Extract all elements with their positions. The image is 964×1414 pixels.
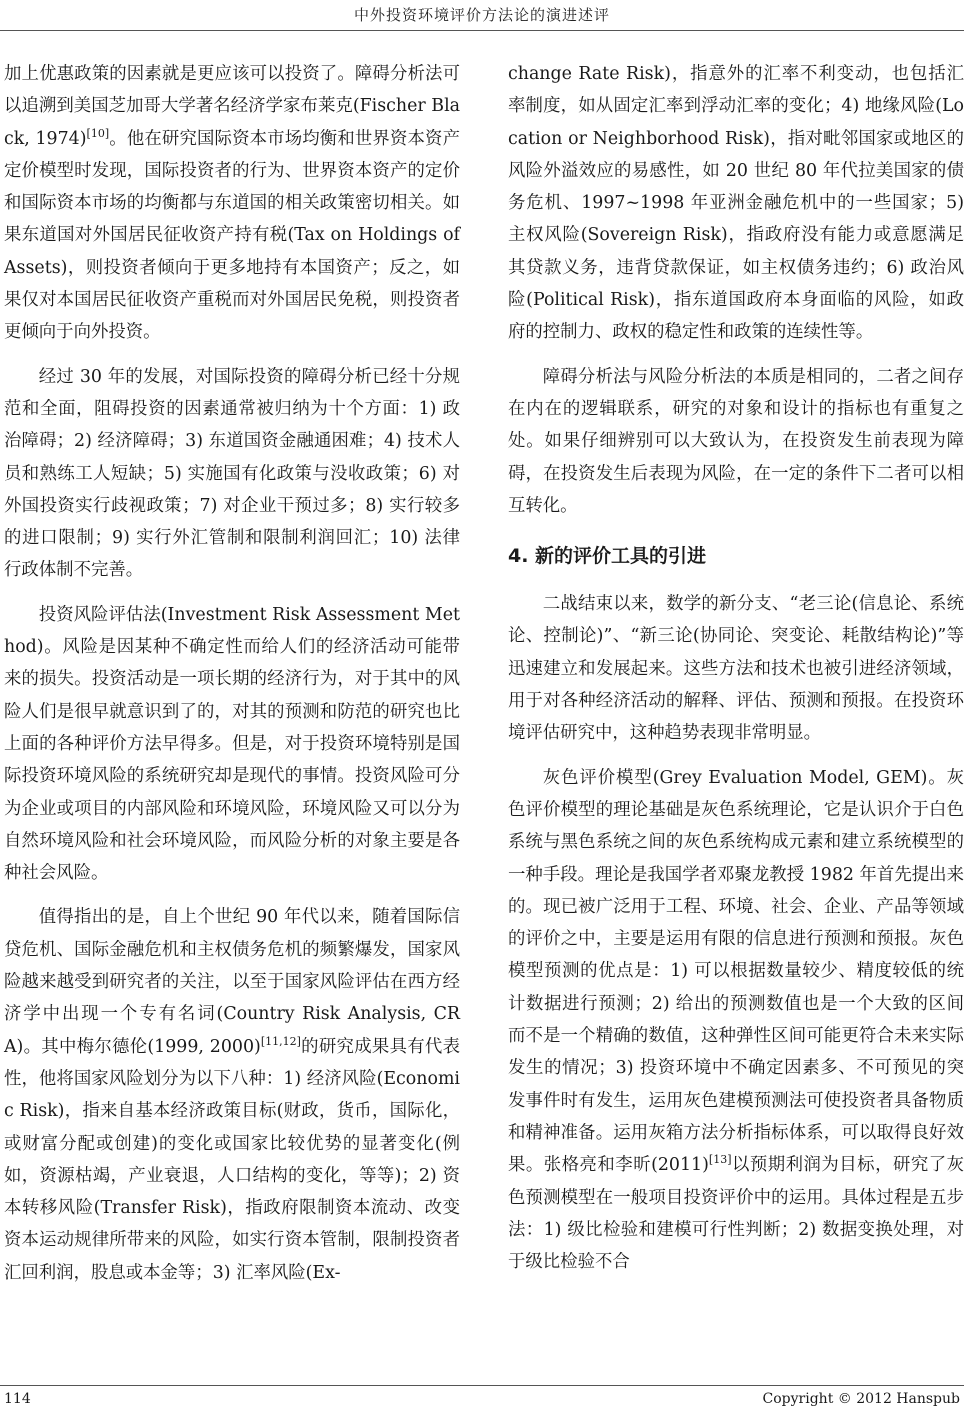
paragraph	[4, 58, 460, 349]
section-heading: 4. 新的评价工具的引进	[508, 545, 707, 568]
paragraph: 经过 30 年的发展，对国际投资的障碍分析已经十分规范和全面，阻碍投资的因素通常被归纳为十个方面：1) 政治障碍；2) 经济障碍；3) 东道国资金融通困难；4) 技术人员和熟练工人短缺；5) 实施国有化政策与没收政策；6) 对外国投资实行歧视政策；7) 对企业干预过多；8) 实行较多的进口限制；9) 实行外汇管制和限制利润回汇；10) 法律行政体制不完善。	[4, 366, 460, 581]
paragraph-text: 灰色评价模型(Grey Evaluation Model, GEM)。灰色评价模型的理论基础是灰色系统理论，它是认识介于白色系统与黑色系统之间的灰色系统构成元素和建立系统模型的一种手段。理论是我国学者邓聚龙教授 1982 年首先提出来的。现已被广泛用于工程、环境、社会、企业、产品等领域的评价之中，主要是运用有限的信息进行预测和预报。灰色模型预测的优点是：1) 可以根据数量较少、精度较低的统计数据进行预测；2) 给出的预测数值也是一个大致的区间而不是一个精确的数值，这种弹性区间可能更符合未来实际发生的情况；3) 投资环境中不确定因素多、不可预见的突发事件时有发生，运用灰色建模预测法可使投资者具备物质和精神准备。运用灰箱方法分析指标体系，可以取得良好效果。张格亮和李昕(2011)	[508, 767, 964, 1176]
paragraph-text: 的研究成果具有代表性，他将国家风险划分为以下八种：1) 经济风险(Economic Risk)，指来自基本经济政策目标(财政，货币，国际化，或财富分配或创建)的变化或国家比较优势的显著变化(例如，资源枯竭，产业衰退，人口结构的变化，等等)；2) 资本转移风险(Transfer Risk)，指政府限制资本流动、改变资本运动规律所带来的风险，如实行资本管制，限制投资者汇回利润，股息或本金等；3) 汇率风险(Ex-	[4, 1036, 460, 1283]
paragraph-text: 。他在研究国际资本市场均衡和世界资本资产定价模型时发现，国际投资者的行为、世界资本资产的定价和国际资本市场的均衡都与东道国的相关政策密切相关。如果东道国对外国居民征收资产持有税(Tax on Holdings of Assets)，则投资者倾向于更多地持有本国资产；反之，如果仅对本国居民征收资产重税而对外国居民免税，则投资者更倾向于向外投资。	[4, 128, 460, 343]
header-divider	[0, 30, 964, 31]
citation-ref: [13]	[708, 1153, 732, 1167]
paragraph	[508, 762, 964, 1279]
right-column	[508, 58, 964, 1278]
citation-ref: [10]	[86, 126, 110, 140]
paragraph	[4, 901, 460, 1289]
paragraph-text: 加上优惠政策的因素就是更应该可以投资了。障碍分析法可以追溯到美国芝加哥大学著名经济学家布莱克(Fischer Black, 1974)	[4, 64, 460, 149]
paragraph: change Rate Risk)，指意外的汇率不利变动，也包括汇率制度，如从固定汇率到浮动汇率的变化；4) 地缘风险(Location or Neighborhood Risk)，指对毗邻国家或地区的风险外溢效应的易感性，如 20 世纪 80 年代拉美国家的债务危机、1997~1998 年亚洲金融危机中的一些国家；5) 主权风险(Sovereign Risk)，指政府没有能力或意愿满足其贷款义务，违背贷款保证，如主权债务违约；6) 政治风险(Political Risk)，指东道国政府本身面临的风险，如政府的控制力、政权的稳定性和政策的连续性等。	[508, 64, 964, 343]
paragraph: 二战结束以来，数学的新分支、“老三论(信息论、系统论、控制论)”、“新三论(协同论、突变论、耗散结构论)”等迅速建立和发展起来。这些方法和技术也被引进经济领域，用于对各种经济活动的解释、评估、预测和预报。在投资环境评估研究中，这种趋势表现非常明显。	[508, 594, 964, 744]
page-number: 114	[4, 1391, 31, 1407]
left-column	[4, 58, 460, 1289]
citation-ref: [11,12]	[260, 1034, 301, 1048]
running-header: 中外投资环境评价方法论的演进述评	[353, 6, 610, 24]
paragraph: 障碍分析法与风险分析法的本质是相同的，二者之间存在内在的逻辑联系，研究的对象和设计的指标也有重复之处。如果仔细辨别可以大致认为，在投资发生前表现为障碍，在投资发生后表现为风险，在一定的条件下二者可以相互转化。	[508, 366, 964, 516]
copyright-notice: Copyright © 2012 Hanspub	[762, 1391, 960, 1407]
footer-divider	[0, 1385, 964, 1386]
paragraph-text: 以预期利润为目标，研究了灰色预测模型在一般项目投资评价中的运用。具体过程是五步法：1) 级比检验和建模可行性判断；2) 数据变换处理，对于级比检验不合	[508, 1155, 964, 1273]
paragraph-text: 值得指出的是，自上个世纪 90 年代以来，随着国际信贷危机、国际金融危机和主权债务危机的频繁爆发，国家风险越来越受到研究者的关注，以至于国家风险评估在西方经济学中出现一个专有名词(Country Risk Analysis, CRA)。其中梅尔德伦(1999, 2000)	[4, 907, 460, 1057]
paragraph: 投资风险评估法(Investment Risk Assessment Method)。风险是因某种不确定性而给人们的经济活动可能带来的损失。投资活动是一项长期的经济行为，对于其中的风险人们是很早就意识到了的，对其的预测和防范的研究也比上面的各种评价方法早得多。但是，对于投资环境特别是国际投资环境风险的系统研究却是现代的事情。投资风险可分为企业或项目的内部风险和环境风险，环境风险又可以分为自然环境风险和社会环境风险，而风险分析的对象主要是各种社会风险。	[4, 604, 460, 884]
